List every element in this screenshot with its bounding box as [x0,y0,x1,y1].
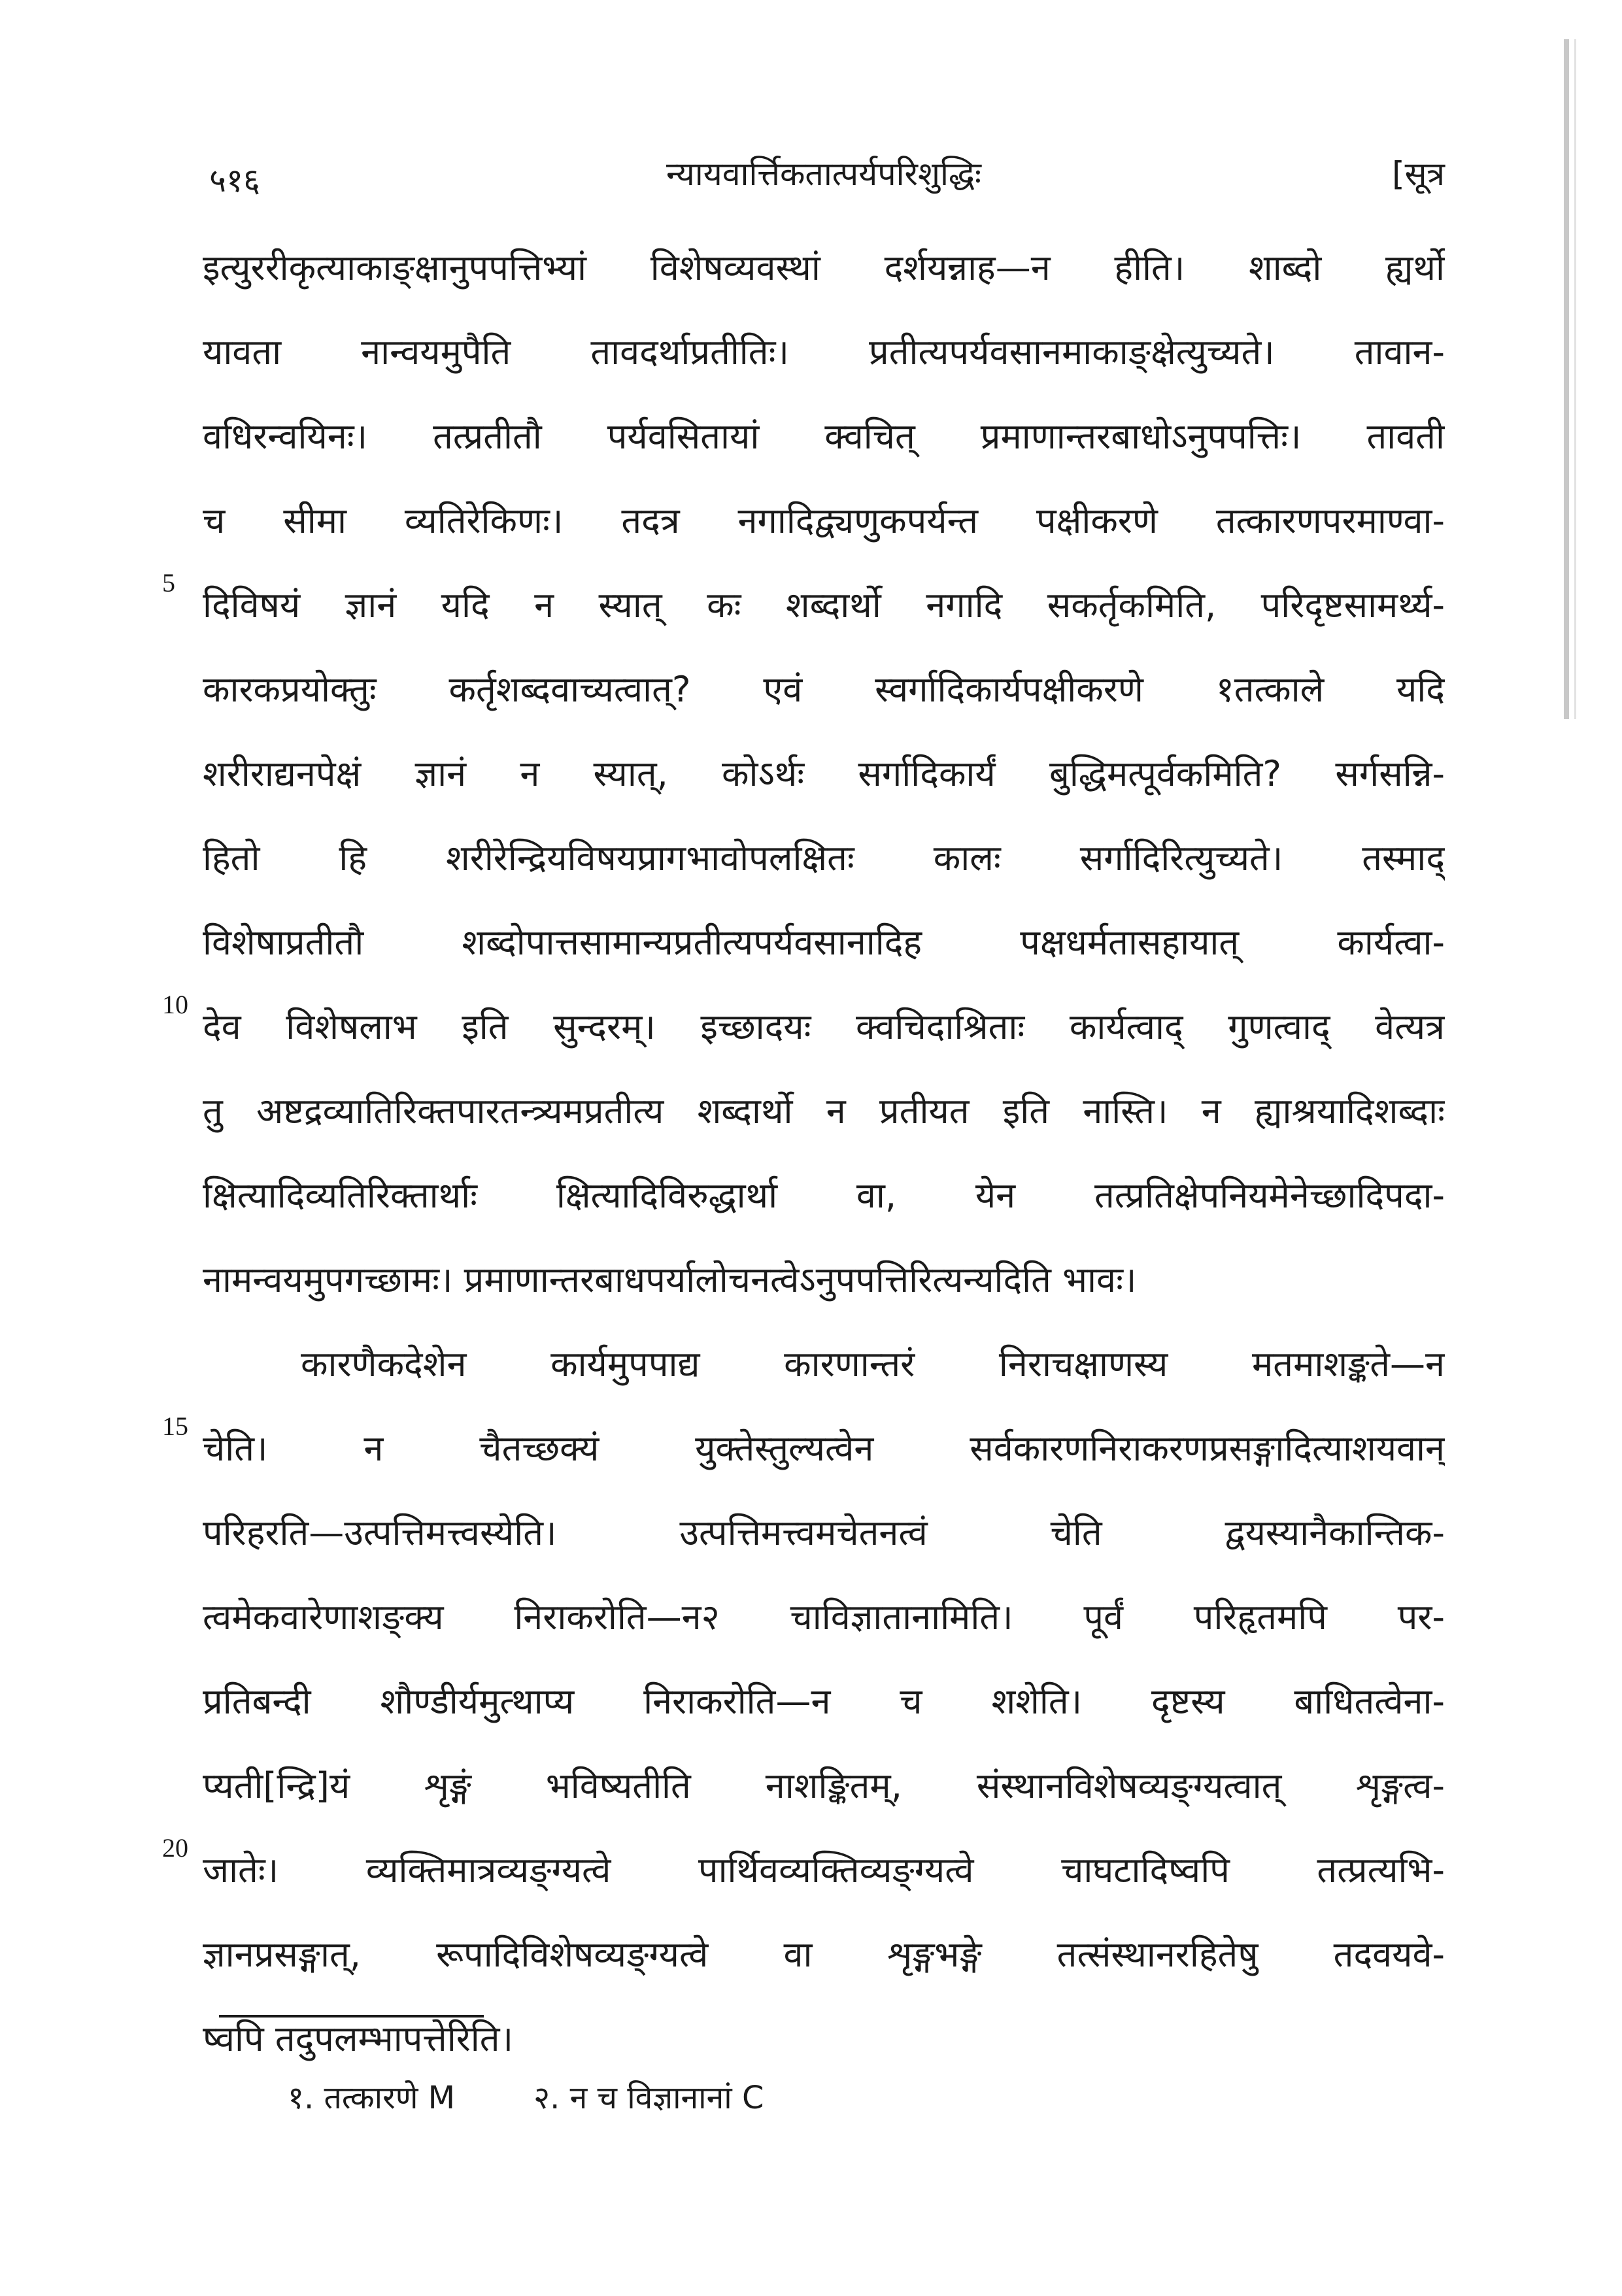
text-line: कारकप्रयोक्तुः कर्तृशब्दवाच्यत्वात्? एवं स्वर्गादिकार्यपक्षीकरणे १तत्काले यदि [203,669,1445,710]
text-line: यावता नान्वयमुपैति तावदर्थाप्रतीतिः। प्रतीत्यपर्यवसानमाकाङ्क्षेत्युच्यते। तावान- [203,331,1445,373]
text-line: प्रतिबन्दी शौण्डीर्यमुत्थाप्य निराकरोति—न च शशेति। दृष्टस्य बाधितत्वेना- [203,1681,1445,1722]
text-line: तु अष्टद्रव्यातिरिक्तपारतन्त्र्यमप्रतीत्य शब्दार्थो न प्रतीयत इति नास्ति। न ह्याश्रयादिशब्दाः [203,1090,1445,1132]
text-line: दिविषयं ज्ञानं यदि न स्यात् कः शब्दार्थो नगादि सकर्तृकमिति, परिदृष्टसामर्थ्य- [203,584,1445,626]
footnote-rule [219,2015,484,2017]
line-number-10: 10 [162,990,188,1019]
text-line: शरीराद्यनपेक्षं ज्ञानं न स्यात्, कोऽर्थः सर्गादिकार्यं बुद्धिमत्पूर्वकमिति? सर्गसन्नि- [203,753,1445,794]
page-edge-shadow [1564,39,1569,719]
body-text [203,232,1445,2087]
running-title: न्यायवार्त्तिकतात्पर्यपरिशुद्धिः [666,155,981,193]
text-line: च सीमा व्यतिरेकिणः। तदत्र नगादिद्व्यणुकपर्यन्त पक्षीकरणे तत्कारणपरमाण्वा- [203,500,1445,541]
text-line: चेति। न चैतच्छक्यं युक्तेस्तुल्यत्वेन सर्वकारणनिराकरणप्रसङ्गादित्याशयवान् [203,1428,1445,1469]
text-line: ज्ञानप्रसङ्गात्, रूपादिविशेषव्यङ्ग्यत्वे वा शृङ्गभङ्गे तत्संस्थानरहितेषु तदवयवे- [203,1934,1445,1975]
footnotes [288,2076,764,2118]
text-line: नामन्वयमुपगच्छामः। प्रमाणान्तरबाधपर्यालोचनत्वेऽनुपपत्तिरित्यन्यदिति भावः। [203,1259,1137,1300]
text-line: देव विशेषलाभ इति सुन्दरम्। इच्छादयः क्वचिदाश्रिताः कार्यत्वाद् गुणत्वाद् वेत्यत्र [203,1006,1445,1047]
page-number: ५१६ [209,161,260,199]
line-number-20: 20 [162,1833,188,1863]
footnote-1: १. तत्कारणे M [288,2080,456,2116]
text-line: विशेषाप्रतीतौ शब्दोपात्तसामान्यप्रतीत्यपर्यवसानादिह पक्षधर्मतासहायात् कार्यत्वा- [203,922,1445,963]
text-line: परिहरति—उत्पत्तिमत्त्वस्येति। उत्पत्तिमत्त्वमचेतनत्वं चेति द्वयस्यानैकान्तिक- [203,1512,1445,1553]
running-header [203,144,1445,203]
text-line: त्वमेकवारेणाशङ्क्य निराकरोति—न२ चाविज्ञातानामिति। पूर्वं परिहृतमपि पर- [203,1596,1445,1638]
text-line: इत्युररीकृत्याकाङ्क्षानुपपत्तिभ्यां विशेषव्यवस्थां दर्शयन्नाह—न हीति। शाब्दो ह्यर्थो [203,247,1445,288]
text-line: क्षित्यादिव्यतिरिक्तार्थाः क्षित्यादिविरुद्धार्था वा, येन तत्प्रतिक्षेपनियमेनेच्छादिपदा- [203,1175,1445,1216]
page-edge-shadow-light [1574,39,1576,719]
text-line: वधिरन्वयिनः। तत्प्रतीतौ पर्यवसितायां क्वचित् प्रमाणान्तरबाधोऽनुपपत्तिः। तावती [203,416,1445,457]
text-line: ष्वपि तदुपलम्भापत्तेरिति। [203,2018,514,2059]
line-number-15: 15 [162,1411,188,1441]
section-marker: [सूत्र [1392,155,1445,193]
text-line: प्यती[न्द्रि]यं शृङ्गं भविष्यतीति नाशङ्कितम्, संस्थानविशेषव्यङ्ग्यत्वात् शृङ्गत्व- [203,1765,1445,1806]
text-line: कारणैकदेशेन कार्यमुपपाद्य कारणान्तरं निराचक्षाणस्य मतमाशङ्कते—न [301,1343,1445,1385]
text-line: जातेः। व्यक्तिमात्रव्यङ्ग्यत्वे पार्थिवव्यक्तिव्यङ्ग्यत्वे चाघटादिष्वपि तत्प्रत्यभि- [203,1849,1445,1891]
footnote-2: २. न च विज्ञानानां C [533,2080,764,2116]
line-number-5: 5 [162,568,175,598]
text-line: हितो हि शरीरेन्द्रियविषयप्रागभावोपलक्षितः कालः सर्गादिरित्युच्यते। तस्माद् [203,837,1445,879]
